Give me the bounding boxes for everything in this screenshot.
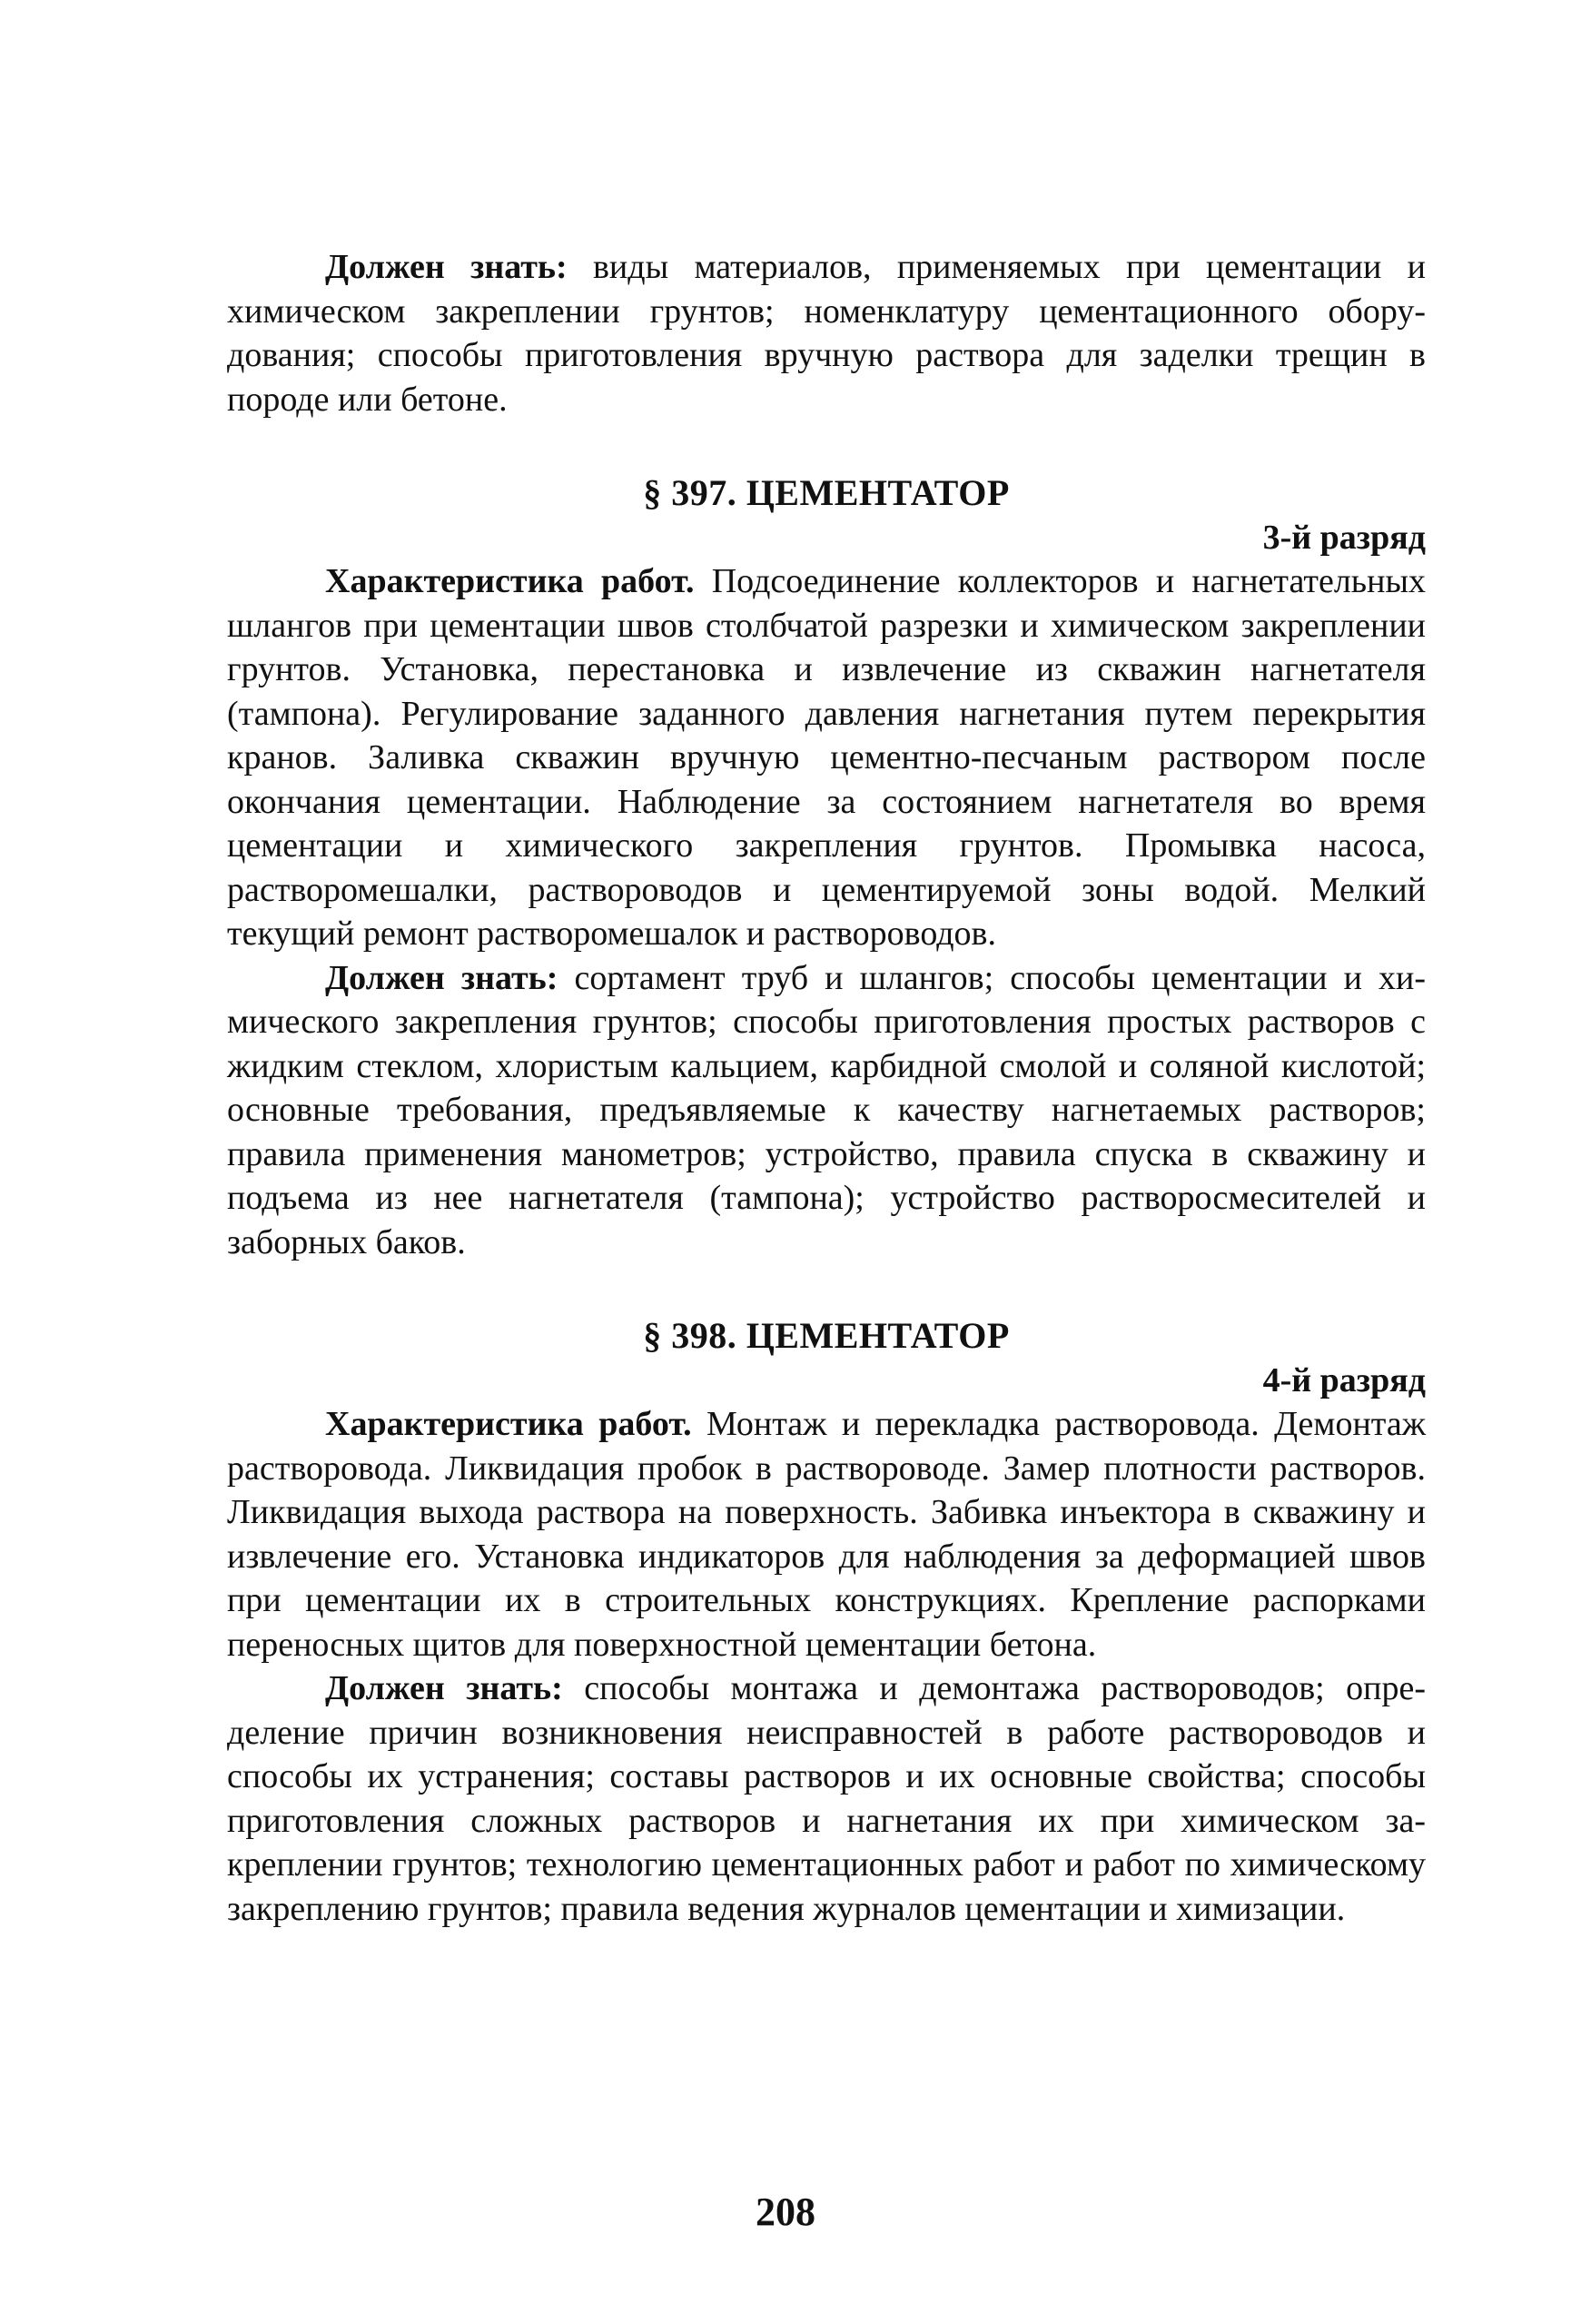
- section-397-characteristics-text: Подсоединение коллекторов и нагнетательных шлангов при цементации швов столбчатой разрезки и химическом закреплении грунтов. Установка, перестановка и извлечение из скважин нагнетателя (тампона). Регулирование заданного давления нагнетания путем перекрытия кранов. Заливка скважин вручную цементно-песчаным раствором после окончания цементации. Наблюдение за состоянием нагнетателя во время цементации и химического закрепления грунтов. Промывка насоса, растворомешалки, раствороводов и цементируемой зоны водой. Мелкий текущий ремонт растворомешалок и раствороводов.: [227, 562, 1426, 953]
- section-398-knowledge-text: способы монтажа и демонтажа раствороводов; определение причин возникновения неисправностей в работе раствороводов и способы их устранения; составы растворов и их основные свойства; способы приготовления сложных растворов и нагнетания их при химическом закреплении грунтов; технологию цементационных работ и работ по химическому закреплению грунтов; правила ведения журналов цементации и химизации.: [227, 1669, 1426, 1928]
- section-397-characteristics-lead: Характеристика работ.: [325, 562, 695, 600]
- section-398-knowledge: [227, 1666, 1426, 1931]
- section-397-knowledge-text: сортамент труб и шлангов; способы цементации и химического закрепления грунтов; способы приготовления простых растворов с жидким стеклом, хлористым кальцием, карбидной смолой и соляной кислотой; основные требования, предъявляемые к качеству нагнетаемых растворов; правила применения манометров; устройство, правила спуска в скважину и подъема из нее нагнетателя (тампона); устройство растворосмесителей и заборных баков.: [227, 958, 1426, 1261]
- section-398-characteristics: [227, 1402, 1426, 1666]
- section-398-rank: 4-й разряд: [1262, 1361, 1426, 1399]
- section-397-heading: § 397. ЦЕМЕНТАТОР: [643, 472, 1010, 513]
- page-number: 208: [756, 2190, 815, 2234]
- intro-paragraph: [227, 245, 1426, 421]
- document-page: [227, 245, 1426, 1931]
- intro-text: виды материалов, применяемых при цементации и химическом закреплении грунтов; номенклатуру цементационного оборудования; способы приготовления вручную раствора для заделки трещин в породе или бетоне.: [227, 248, 1426, 419]
- section-397-rank: 3-й разряд: [1262, 519, 1426, 557]
- intro-lead: Должен знать:: [325, 248, 568, 286]
- section-398-heading: § 398. ЦЕМЕНТАТОР: [643, 1315, 1010, 1356]
- section-398-characteristics-lead: Характеристика работ.: [325, 1405, 692, 1443]
- section-398-characteristics-text: Монтаж и перекладка растворовода. Демонтаж растворовода. Ликвидация пробок в раствороводе. Замер плотности растворов. Ликвидация выхода раствора на поверхность. Забивка инъектора в скважину и извлечение его. Установка индикаторов для наблюдения за деформацией швов при цементации их в строительных конструкциях. Крепление распорками переносных щитов для поверхностной цементации бетона.: [227, 1405, 1426, 1664]
- section-397-knowledge: [227, 956, 1426, 1265]
- section-398-knowledge-lead: Должен знать:: [325, 1669, 563, 1707]
- section-397-knowledge-lead: Должен знать:: [325, 958, 558, 997]
- section-397-characteristics: [227, 559, 1426, 956]
